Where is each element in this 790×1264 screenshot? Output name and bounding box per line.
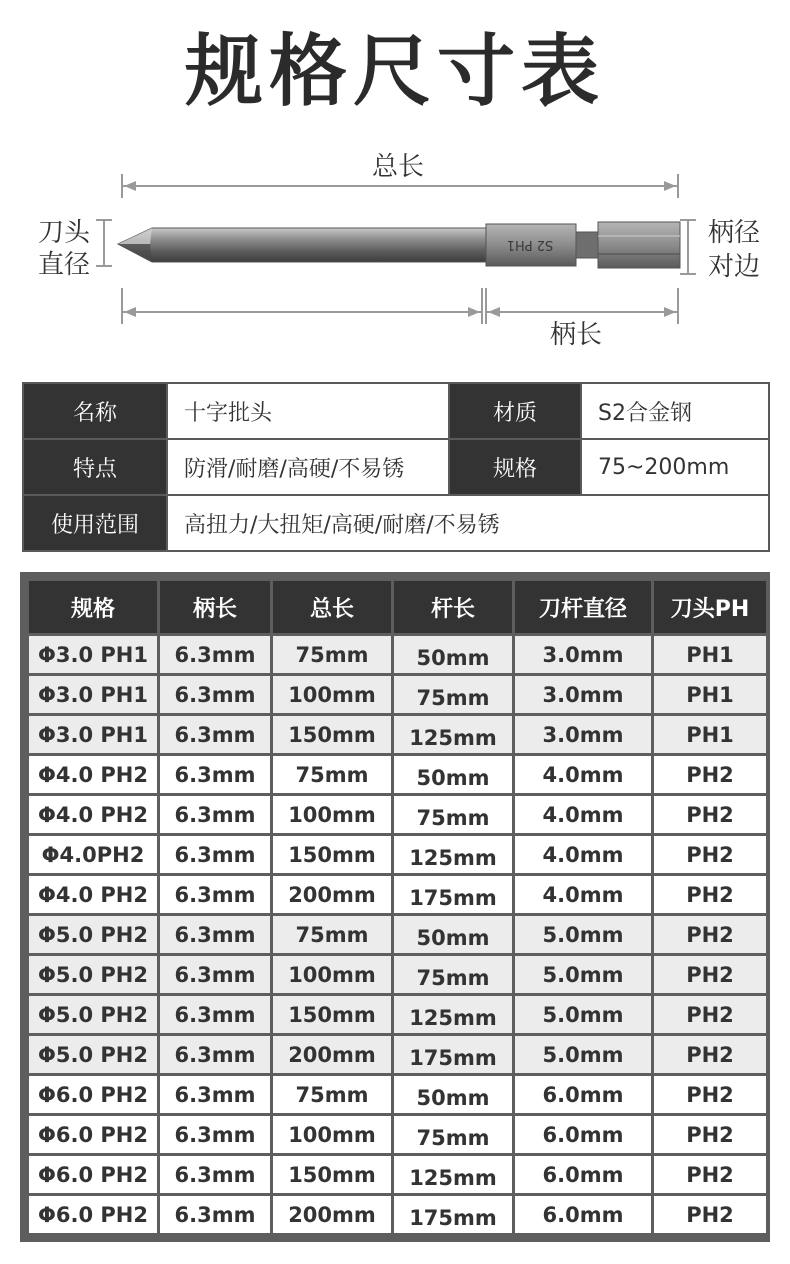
bit-body (118, 222, 680, 268)
bit-dimension-diagram (0, 140, 790, 360)
spec-cell-shank-length: 6.3mm (160, 916, 270, 953)
spec-cell-shaft-diameter: 3.0mm (515, 716, 651, 753)
spec-cell-shaft-length: 75mm (394, 1116, 512, 1153)
shank-length-label: 柄长 (550, 320, 603, 350)
spec-cell-shank-length: 6.3mm (160, 876, 270, 913)
spec-cell-shaft-length: 75mm (394, 796, 512, 833)
spec-cell-tip-ph: PH2 (654, 916, 766, 953)
spec-cell-tip-ph: PH2 (654, 1076, 766, 1113)
spec-table-row (29, 1156, 766, 1193)
spec-header-total-length: 总长 (273, 581, 391, 633)
total-length-label: 总长 (372, 152, 425, 182)
spec-table-row (29, 956, 766, 993)
tip-diameter-label-2: 直径 (38, 250, 91, 280)
spec-cell-tip-ph: PH2 (654, 956, 766, 993)
spec-table-row (29, 876, 766, 913)
spec-cell-tip-ph: PH2 (654, 836, 766, 873)
spec-cell-spec: Φ4.0 PH2 (29, 796, 157, 833)
feature-head: 特点 (23, 439, 167, 495)
spec-cell-shank-length: 6.3mm (160, 796, 270, 833)
spec-cell-shaft-length: 125mm (394, 716, 512, 753)
spec-table-body (29, 636, 766, 1233)
spec-cell-total-length: 200mm (273, 876, 391, 913)
spec-cell-shaft-length: 50mm (394, 1076, 512, 1113)
spec-cell-spec: Φ4.0 PH2 (29, 876, 157, 913)
spec-cell-total-length: 150mm (273, 996, 391, 1033)
spec-cell-spec: Φ6.0 PH2 (29, 1116, 157, 1153)
spec-cell-shank-length: 6.3mm (160, 716, 270, 753)
spec-header-shaft-diameter: 刀杆直径 (515, 581, 651, 633)
spec-cell-total-length: 100mm (273, 796, 391, 833)
spec-header-shank-length: 柄长 (160, 581, 270, 633)
spec-cell-shaft-length: 175mm (394, 1036, 512, 1073)
spec-cell-shaft-diameter: 6.0mm (515, 1156, 651, 1193)
material-head: 材质 (449, 383, 581, 439)
spec-cell-tip-ph: PH2 (654, 1196, 766, 1233)
spec-table-row (29, 1076, 766, 1113)
spec-cell-total-length: 150mm (273, 716, 391, 753)
spec-cell-shaft-length: 50mm (394, 916, 512, 953)
spec-table-row (29, 756, 766, 793)
spec-table-header-row (29, 581, 766, 633)
spec-table-row (29, 796, 766, 833)
spec-header-shaft-length: 杆长 (394, 581, 512, 633)
spec-cell-shaft-length: 125mm (394, 996, 512, 1033)
spec-cell-spec: Φ5.0 PH2 (29, 956, 157, 993)
feature-value: 防滑/耐磨/高硬/不易锈 (167, 439, 449, 495)
spec-cell-shank-length: 6.3mm (160, 1156, 270, 1193)
spec-cell-spec: Φ3.0 PH1 (29, 676, 157, 713)
spec-cell-tip-ph: PH1 (654, 676, 766, 713)
spec-cell-total-length: 75mm (273, 756, 391, 793)
tip-diameter-label-1: 刀头 (38, 218, 91, 248)
spec-cell-shaft-length: 125mm (394, 1156, 512, 1193)
spec-cell-total-length: 200mm (273, 1196, 391, 1233)
spec-cell-spec: Φ6.0 PH2 (29, 1196, 157, 1233)
spec-table-row (29, 636, 766, 673)
spec-table-row (29, 916, 766, 953)
spec-header-spec: 规格 (29, 581, 157, 633)
spec-cell-shaft-diameter: 5.0mm (515, 996, 651, 1033)
spec-cell-spec: Φ4.0PH2 (29, 836, 157, 873)
spec-cell-tip-ph: PH2 (654, 996, 766, 1033)
spec-cell-shaft-diameter: 5.0mm (515, 1036, 651, 1073)
spec-table-row (29, 1196, 766, 1233)
spec-table-container (20, 572, 770, 1242)
spec-cell-shaft-length: 50mm (394, 636, 512, 673)
spec-cell-shaft-diameter: 6.0mm (515, 1196, 651, 1233)
spec-table-row (29, 716, 766, 753)
spec-table (26, 578, 769, 1236)
shank-hex-dimension (680, 220, 696, 274)
spec-cell-shank-length: 6.3mm (160, 636, 270, 673)
spec-cell-shank-length: 6.3mm (160, 956, 270, 993)
spec-cell-tip-ph: PH2 (654, 876, 766, 913)
spec-cell-spec: Φ6.0 PH2 (29, 1076, 157, 1113)
spec-cell-shank-length: 6.3mm (160, 1116, 270, 1153)
spec-cell-total-length: 75mm (273, 1076, 391, 1113)
spec-cell-shank-length: 6.3mm (160, 836, 270, 873)
spec-table-row (29, 836, 766, 873)
spec-cell-spec: Φ5.0 PH2 (29, 1036, 157, 1073)
spec-cell-spec: Φ3.0 PH1 (29, 716, 157, 753)
spec-cell-tip-ph: PH1 (654, 716, 766, 753)
spec-cell-spec: Φ4.0 PH2 (29, 756, 157, 793)
spec-cell-spec: Φ3.0 PH1 (29, 636, 157, 673)
spec-head: 规格 (449, 439, 581, 495)
spec-cell-total-length: 100mm (273, 1116, 391, 1153)
spec-header-tip-ph: 刀头PH (654, 581, 766, 633)
tip-diameter-dimension (96, 220, 112, 266)
spec-cell-total-length: 100mm (273, 956, 391, 993)
spec-cell-total-length: 75mm (273, 916, 391, 953)
spec-cell-shaft-diameter: 3.0mm (515, 676, 651, 713)
shank-length-dimension (486, 288, 678, 324)
spec-cell-shank-length: 6.3mm (160, 1196, 270, 1233)
spec-cell-shaft-diameter: 4.0mm (515, 836, 651, 873)
spec-cell-shaft-length: 75mm (394, 676, 512, 713)
spec-cell-shaft-diameter: 5.0mm (515, 956, 651, 993)
spec-cell-shaft-diameter: 4.0mm (515, 756, 651, 793)
spec-cell-total-length: 150mm (273, 836, 391, 873)
spec-value: 75~200mm (581, 439, 769, 495)
spec-cell-shaft-diameter: 5.0mm (515, 916, 651, 953)
spec-cell-shaft-length: 125mm (394, 836, 512, 873)
product-info-table (22, 382, 770, 552)
spec-table-row (29, 1116, 766, 1153)
name-value: 十字批头 (167, 383, 449, 439)
usage-head: 使用范围 (23, 495, 167, 551)
spec-cell-shaft-length: 75mm (394, 956, 512, 993)
spec-cell-spec: Φ5.0 PH2 (29, 916, 157, 953)
spec-cell-spec: Φ6.0 PH2 (29, 1156, 157, 1193)
spec-cell-tip-ph: PH2 (654, 1116, 766, 1153)
spec-cell-shank-length: 6.3mm (160, 1036, 270, 1073)
spec-cell-tip-ph: PH1 (654, 636, 766, 673)
spec-cell-total-length: 150mm (273, 1156, 391, 1193)
spec-cell-shaft-diameter: 6.0mm (515, 1076, 651, 1113)
material-value: S2合金钢 (581, 383, 769, 439)
spec-table-row (29, 676, 766, 713)
spec-cell-total-length: 200mm (273, 1036, 391, 1073)
spec-cell-total-length: 75mm (273, 636, 391, 673)
spec-cell-shaft-diameter: 3.0mm (515, 636, 651, 673)
spec-cell-shaft-diameter: 6.0mm (515, 1116, 651, 1153)
spec-cell-tip-ph: PH2 (654, 1156, 766, 1193)
spec-cell-tip-ph: PH2 (654, 796, 766, 833)
shaft-length-dimension (122, 288, 482, 324)
usage-value: 高扭力/大扭矩/高硬/耐磨/不易锈 (167, 495, 769, 551)
spec-table-row (29, 1036, 766, 1073)
spec-cell-tip-ph: PH2 (654, 756, 766, 793)
shank-hex-label-2: 对边 (708, 252, 761, 282)
name-head: 名称 (23, 383, 167, 439)
page-title: 规格尺寸表 (184, 27, 605, 117)
spec-cell-shaft-length: 175mm (394, 1196, 512, 1233)
spec-cell-shank-length: 6.3mm (160, 996, 270, 1033)
spec-cell-shank-length: 6.3mm (160, 756, 270, 793)
spec-cell-tip-ph: PH2 (654, 1036, 766, 1073)
spec-cell-shank-length: 6.3mm (160, 1076, 270, 1113)
shank-hex-label-1: 柄径 (708, 218, 761, 248)
bit-marking: S2 PH1 (506, 237, 554, 252)
spec-cell-shaft-length: 50mm (394, 756, 512, 793)
spec-cell-total-length: 100mm (273, 676, 391, 713)
spec-cell-spec: Φ5.0 PH2 (29, 996, 157, 1033)
spec-cell-shaft-diameter: 4.0mm (515, 876, 651, 913)
spec-table-row (29, 996, 766, 1033)
spec-cell-shank-length: 6.3mm (160, 676, 270, 713)
spec-cell-shaft-length: 175mm (394, 876, 512, 913)
spec-cell-shaft-diameter: 4.0mm (515, 796, 651, 833)
